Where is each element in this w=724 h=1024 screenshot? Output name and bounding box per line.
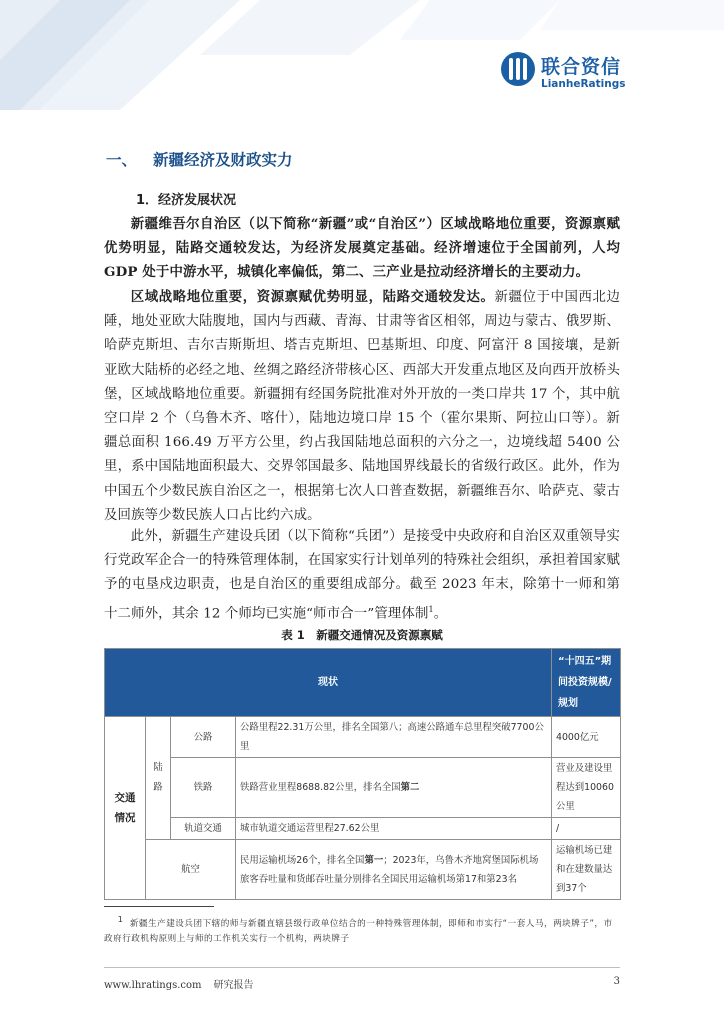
row-plan: 运输机场已建和在建数量达到37个 <box>552 840 621 900</box>
category-label: 交通情况 <box>114 792 136 824</box>
section-number: 一、 <box>106 151 138 169</box>
footnote <box>104 912 620 947</box>
footer-site-link[interactable]: www.lhratings.com <box>104 980 202 991</box>
status-text-2: ；2023年，乌鲁木齐地窝堡国际机场旅客吞吐量和货邮吞吐量分别排名全国民用运输机场第17和第23名 <box>240 854 539 885</box>
status-rank: 第一 <box>364 854 384 866</box>
footnote-ref[interactable]: 1 <box>428 604 434 614</box>
header-status: 现状 <box>105 649 552 717</box>
logo-en-text: LianheRatings <box>541 78 626 90</box>
footer-label: 研究报告 <box>213 980 254 991</box>
row-plan: 4000亿元 <box>552 717 621 758</box>
subsection-heading: 1．经济发展状况 <box>136 193 237 208</box>
row-status: 公路里程22.31万公里，排名全国第八；高速公路通车总里程突破7700公里 <box>236 717 552 758</box>
row-sub: 航空 <box>146 840 236 900</box>
bingtuan-text: 此外，新疆生产建设兵团（以下简称“兵团”）是接受中央政府和自治区双重领导实行党政军企合一的特殊管理体制，在国家实行计划单列的特殊社会组织，承担着国家赋予的屯垦戍边职责，也是自治区的重要组成部分。截至 2023 年末，除第十一师和第十二师外，其余 12 个师均已实施“师市合一”管理体制 <box>104 529 620 622</box>
section-heading <box>106 148 293 170</box>
row-status: 城市轨道交通运营里程27.62公里 <box>236 818 552 840</box>
logo-cn-text: 联合资信 <box>541 56 622 78</box>
lianhe-ratings-logo <box>501 52 636 96</box>
category-cell <box>105 717 146 900</box>
table-header-row <box>105 649 621 717</box>
footer-divider <box>104 967 620 968</box>
land-label: 陆路 <box>153 762 163 793</box>
bingtuan-end: 。 <box>433 606 448 622</box>
row-sub: 公路 <box>171 717 236 758</box>
row-status <box>236 758 552 818</box>
table-row <box>105 758 621 818</box>
bingtuan-paragraph <box>104 525 620 626</box>
logo-mark-icon <box>501 52 535 86</box>
row-sub: 轨道交通 <box>171 818 236 840</box>
status-text: 铁路营业里程8688.82公里，排名全国 <box>240 782 401 793</box>
transport-table <box>104 648 621 900</box>
table-row <box>105 717 621 758</box>
table-caption: 表 1 新疆交通情况及资源禀赋 <box>281 628 443 642</box>
region-body: 新疆位于中国西北边陲，地处亚欧大陆腹地，国内与西藏、青海、甘肃等省区相邻，周边与蒙古、俄罗斯、哈萨克斯坦、吉尔吉斯斯坦、塔吉克斯坦、巴基斯坦、印度、阿富汗 8 国接壤，是新亚欧大陆桥的必经之地、丝绸之路经济带核心区、西部大开发重点地区及向西开放桥头堡，区域战略地位重要。新疆拥有经国务院批准对外开放的一类口岸共 17 个，其中航空口岸 2 个（乌鲁木齐、喀什），陆地边境口岸 15 个（霍尔果斯、阿拉山口等）。新疆总面积 166.49 万平方公里，约占我国陆地总面积的六分之一，边境线超 5400 公里，系中国陆地面积最大、交界邻国最多、陆地国界线最长的省级行政区。此外，作为中国五个少数民族自治区之一，根据第七次人口普查数据，新疆维吾尔、哈萨克、蒙古及回族等少数民族人口占比约六成。 <box>104 290 620 523</box>
section-title: 新疆经济及财政实力 <box>153 151 293 169</box>
status-text: 民用运输机场26个，排名全国 <box>240 854 365 866</box>
footnote-number: 1 <box>117 915 124 924</box>
region-lead: 区域战略地位重要，资源禀赋优势明显，陆路交通较发达。 <box>130 289 495 305</box>
row-status <box>236 840 552 900</box>
table-row <box>105 818 621 840</box>
land-cell <box>146 717 171 840</box>
footer-left <box>104 976 266 991</box>
page-number: 3 <box>613 976 620 987</box>
summary-paragraph: 新疆维吾尔自治区（以下简称“新疆”或“自治区”）区域战略地位重要，资源禀赋优势明显，陆路交通较发达，为经济发展奠定基础。经济增速位于全国前列，人均 GDP 处于中游水平，城镇化率偏低，第二、三产业是拉动经济增长的主要动力。 <box>104 216 620 281</box>
row-plan: / <box>552 818 621 840</box>
table-row <box>105 840 621 900</box>
header-plan: “十四五”期间投资规模/规划 <box>552 649 621 717</box>
row-sub: 铁路 <box>171 758 236 818</box>
row-plan: 营业及建设里程达到10060公里 <box>552 758 621 818</box>
region-paragraph <box>104 285 620 528</box>
footnote-text: 新疆生产建设兵团下辖的师与新疆直辖县级行政单位结合的一种特殊管理体制，即师和市实行“一套人马，两块牌子”，市政府行政机构原则上与师的工作机关实行一个机构，两块牌子 <box>104 918 613 944</box>
footnote-divider <box>104 906 214 907</box>
status-rank: 第二 <box>400 782 420 793</box>
